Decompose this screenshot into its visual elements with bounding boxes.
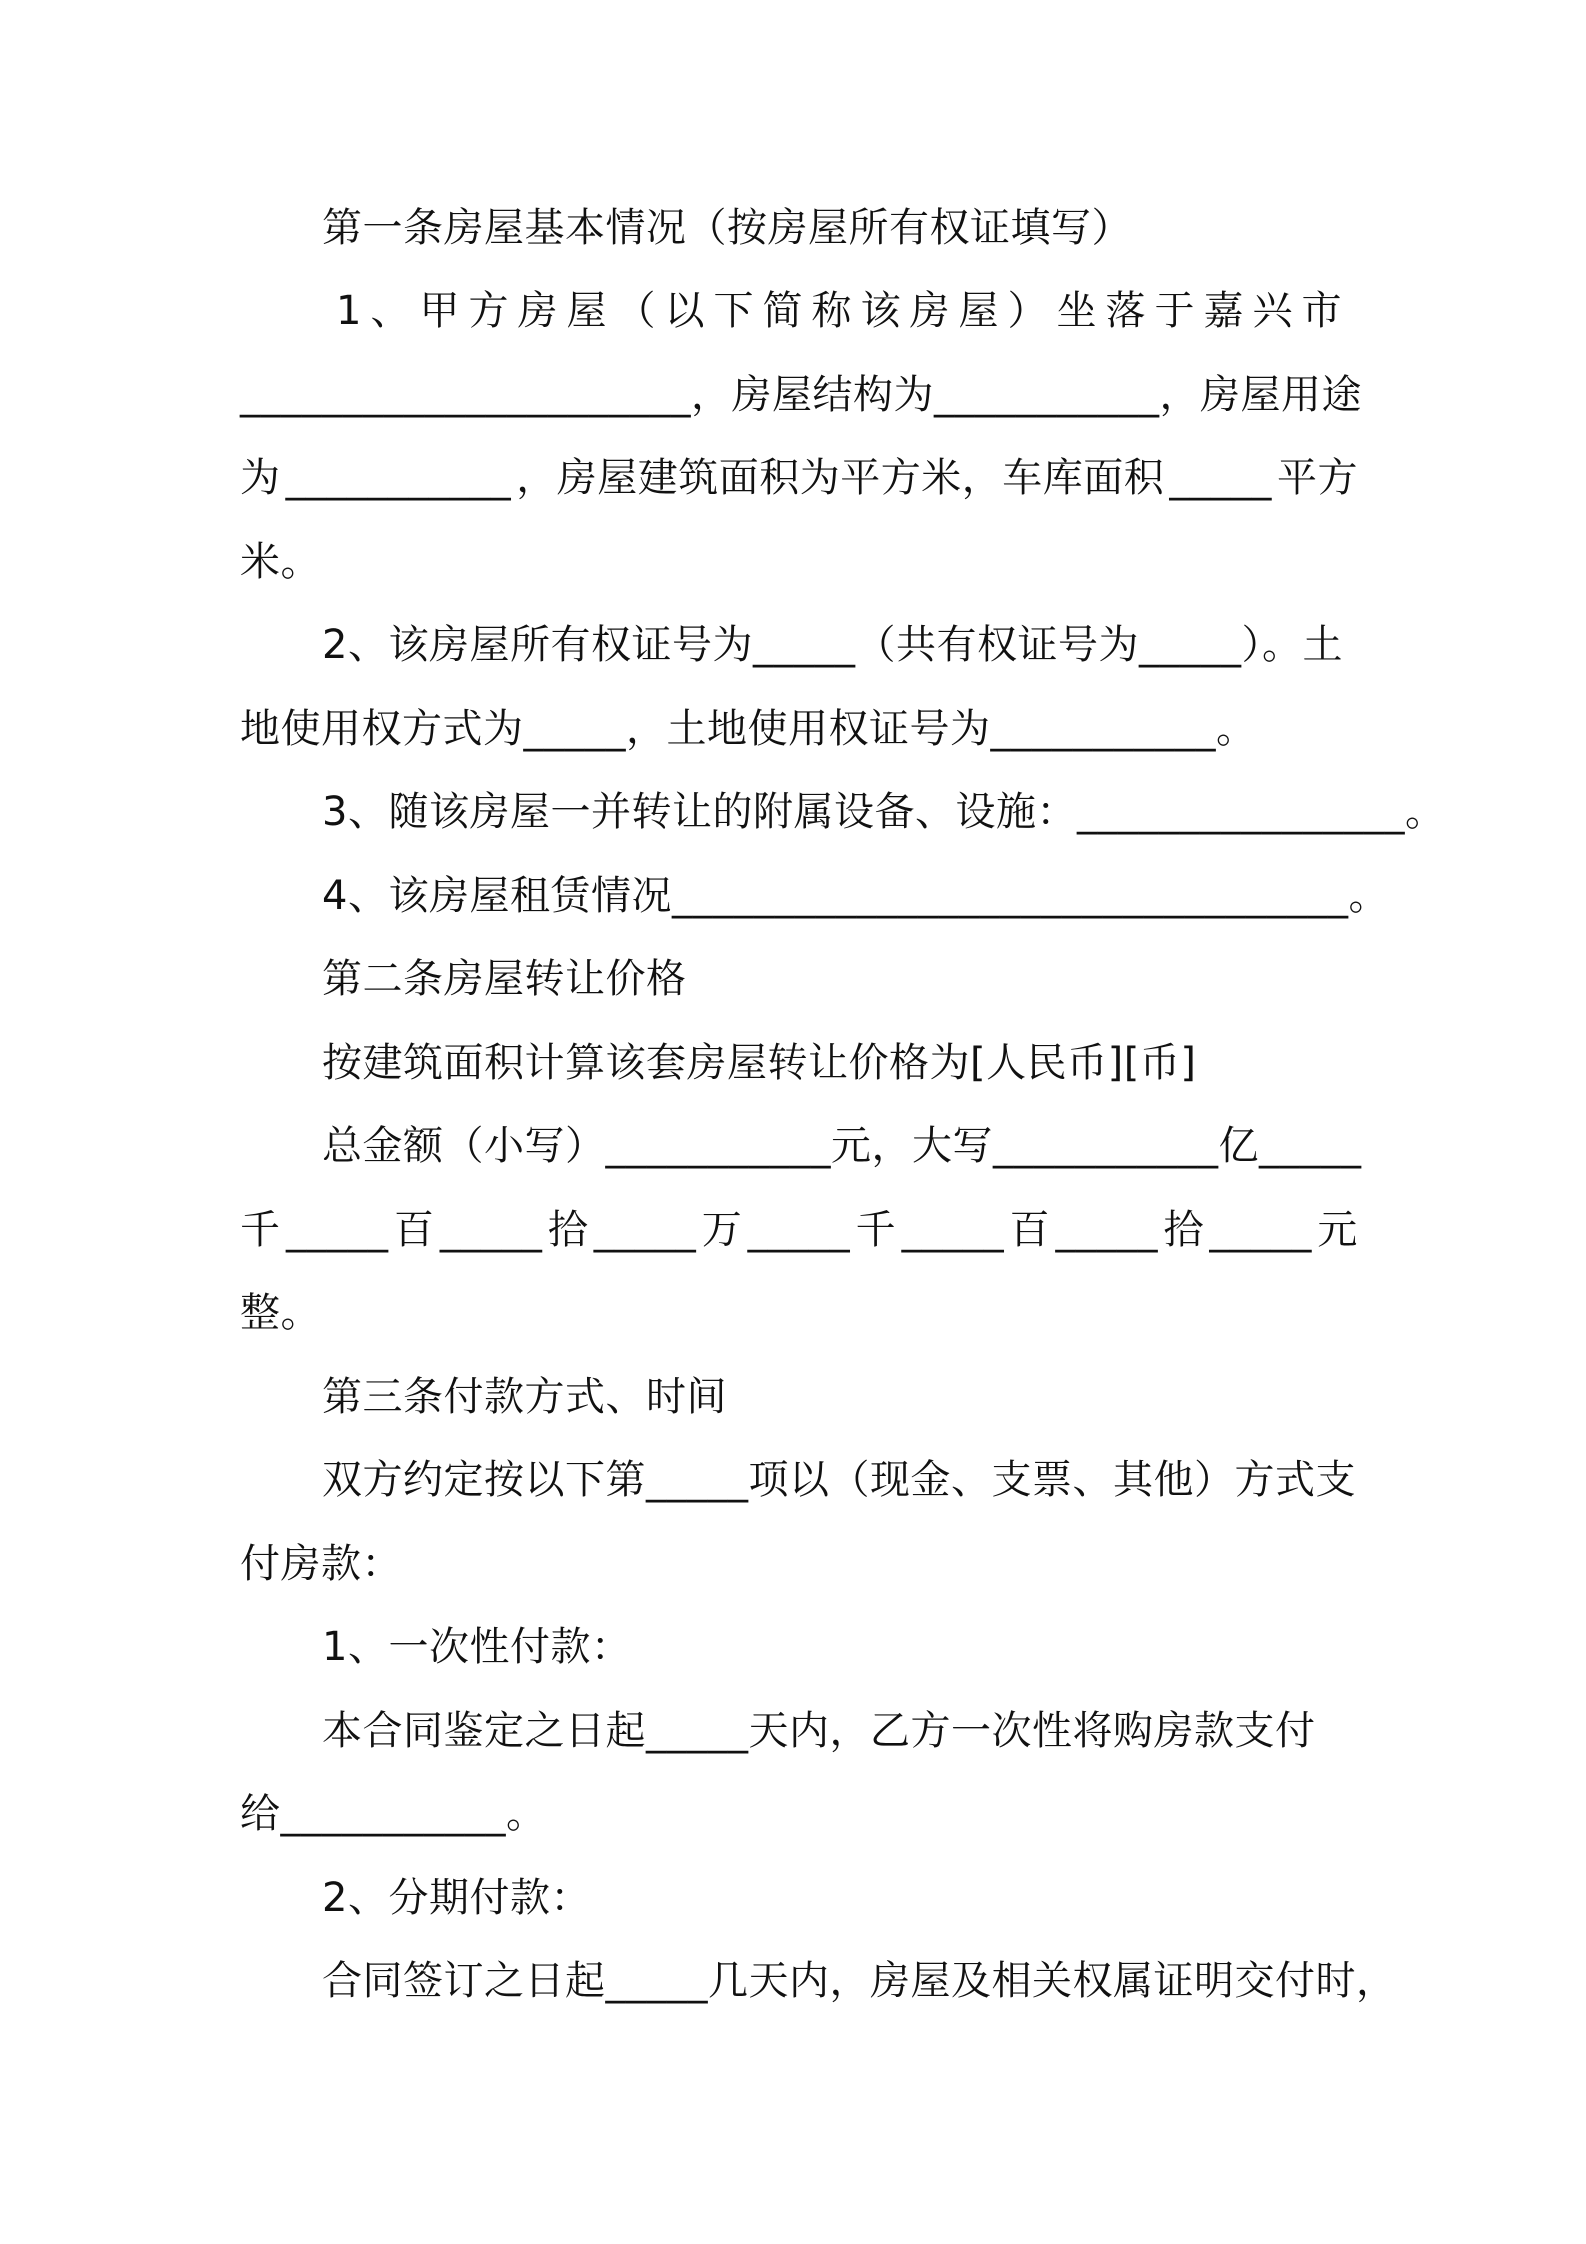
article-3-option-2-title: 2、分期付款： [322, 1875, 591, 1921]
article-3-method-line-2: 付房款： [240, 1541, 402, 1587]
article-2-heading: 第二条房屋转让价格 [322, 956, 687, 1002]
article-3-method-line-1: 双方约定按以下第_____项以（现金、支票、其他）方式支 [322, 1457, 1356, 1503]
article-1-heading: 第一条房屋基本情况（按房屋所有权证填写） [322, 205, 1132, 251]
article-3-heading: 第三条付款方式、时间 [322, 1374, 727, 1420]
article-1-clause-4: 4、该房屋租赁情况_________________________________。 [322, 873, 1389, 919]
article-1-clause-2-line-2: 地使用权方式为_____，土地使用权证号为___________。 [240, 706, 1257, 752]
article-3-option-1-line-2: 给___________。 [240, 1791, 547, 1837]
article-1-clause-2-line-1: 2、该房屋所有权证号为_____（共有权证号为_____）。土 [322, 622, 1343, 668]
article-1-clause-1-line-4: 米。 [240, 539, 321, 585]
article-1-clause-3: 3、随该房屋一并转让的附属设备、设施：________________。 [322, 789, 1446, 835]
article-3-option-1-line-1: 本合同鉴定之日起_____天内，乙方一次性将购房款支付 [322, 1708, 1316, 1754]
article-2-price-basis: 按建筑面积计算该套房屋转让价格为[人民币][币] [322, 1040, 1197, 1086]
article-2-amount-line-3: 整。 [240, 1290, 321, 1336]
article-1-clause-1-line-2: ______________________ ，房屋结构为 ___________ ，房屋用途 [240, 372, 1362, 418]
article-2-amount-line-1: 总金额（小写）___________元，大写___________亿_____ [322, 1123, 1362, 1169]
article-3-option-2-line-1: 合同签订之日起_____几天内，房屋及相关权属证明交付时， [322, 1958, 1397, 2004]
article-1-clause-1-line-3: 为 ___________ ，房屋建筑面积为平方米，车库面积 _____ 平方 [240, 455, 1358, 501]
article-2-amount-line-2: 千 _____ 百 _____ 拾 _____ 万 _____ 千 _____ 百 _____ 拾 _____ 元 [240, 1207, 1358, 1253]
article-3-option-1-title: 1、一次性付款： [322, 1624, 632, 1670]
article-1-clause-1-line-1: 1、甲方房屋（以下简称该房屋）坐落于嘉兴市 [336, 288, 1351, 334]
